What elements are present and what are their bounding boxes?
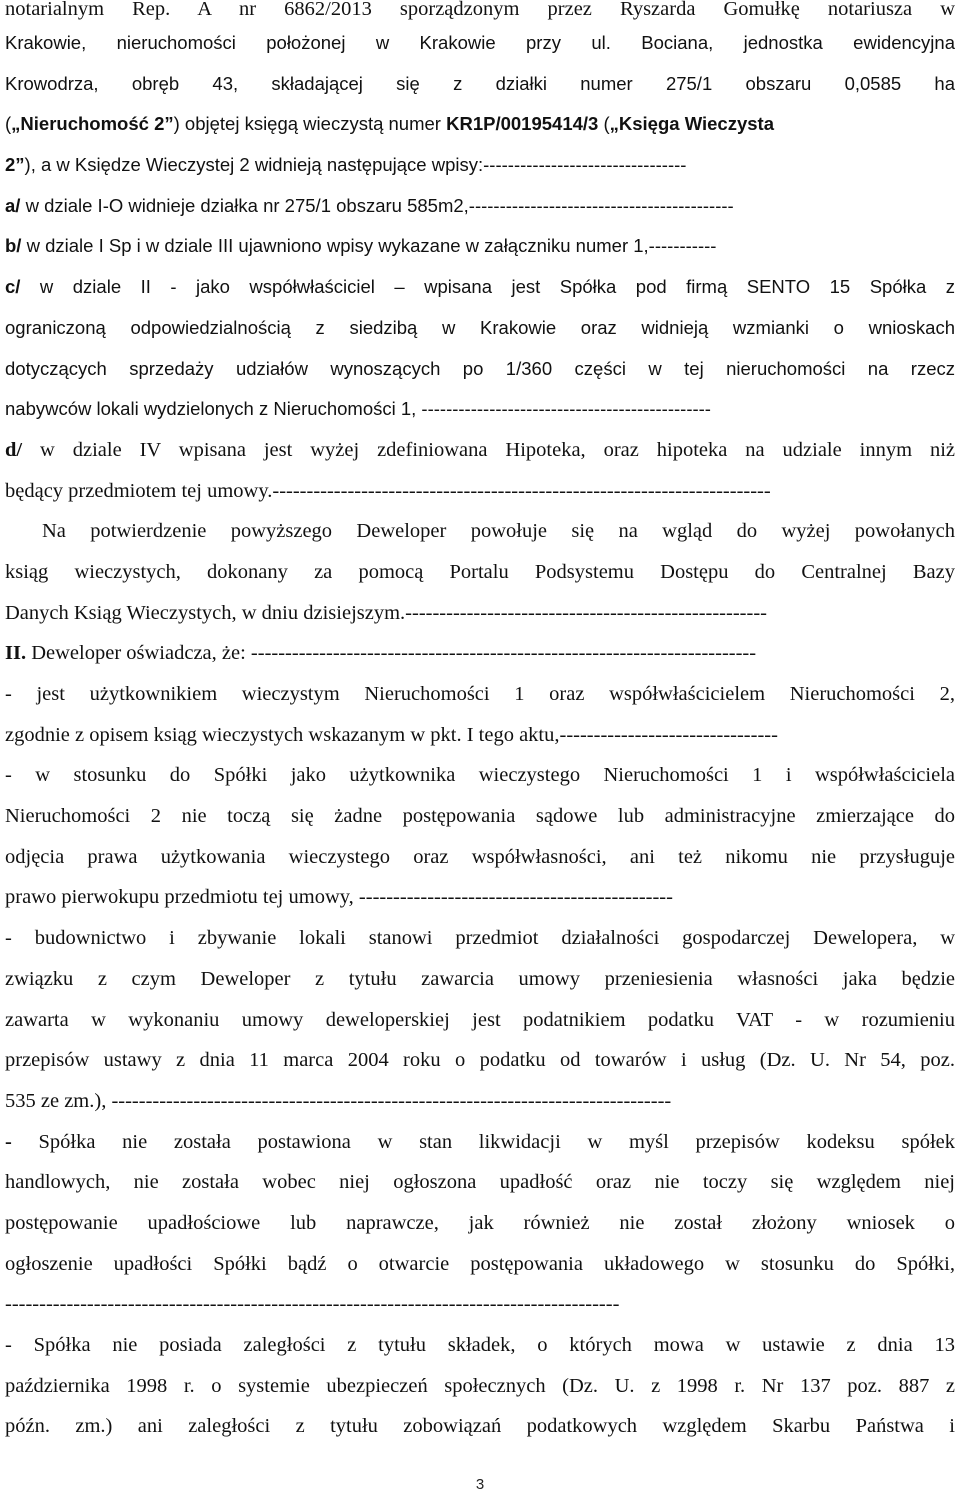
text-line: związku z czym Deweloper z tytułu zawarcia umowy przeniesienia własności jaka będzie [5,967,955,990]
text-line: - jest użytkownikiem wieczystym Nieruchomości 1 oraz współwłaścicielem Nieruchomości 2, [5,683,955,705]
text-line: handlowych, nie została wobec niej ogłoszona upadłość oraz nie toczy się względem niej [5,1171,955,1194]
list-item-a: a/ w dziale I-O widnieje działka nr 275/1 obszaru 585m2,------------------------------------------- [5,194,734,216]
text-line: zgodnie z opisem ksiąg wieczystych wskazanym w pkt. I tego aktu,-------------------------------- [5,723,778,746]
text-line: października 1998 r. o systemie ubezpieczeń społecznych (Dz. U. z 1998 r. Nr 137 poz. 887 z [5,1374,955,1397]
text-line: późn. zm.) ani zaległości z tytułu zobowiązań podatkowych względem Skarbu Państwa i [5,1415,955,1438]
text-line: prawo pierwokupu przedmiotu tej umowy, ---------------------------------------------- [5,886,673,909]
text-line: 2”), a w Księdze Wieczystej 2 widnieją następujące wpisy:--------------------------------- [5,154,687,176]
text-line: - Spółka nie została postawiona w stan likwidacji w myśl przepisów kodeksu spółek [5,1130,955,1153]
list-item-b: b/ w dziale I Sp i w dziale III ujawniono wpisy wykazane w załączniku numer 1,----------- [5,235,717,257]
text-line: postępowanie upadłościowe lub naprawcze, jak również nie został złożony wniosek o [5,1211,955,1234]
text-line: ogłoszenie upadłości Spółki bądź o otwarcie postępowania układowego w stosunku do Spółki, [5,1252,955,1275]
text-line: („Nieruchomość 2”) objętej księgą wieczystą numer KR1P/00195414/3 („Księga Wieczysta [5,113,774,135]
text-line: Nieruchomości 2 nie toczą się żadne postępowania sądowe lub administracyjne zmierzające do [5,805,955,828]
text-line: notarialnym Rep. A nr 6862/2013 sporządzonym przez Ryszarda Gomułkę notariusza w [5,0,955,20]
dash-separator-line: ------------------------------------------------------------------------------------------ [5,1293,620,1316]
text-line: nabywców lokali wydzielonych z Nieruchomości 1, ----------------------------------------------- [5,398,711,420]
section-heading: II. Deweloper oświadcza, że: -------------------------------------------------------------------------- [5,642,757,665]
text-line: ksiąg wieczystych, dokonany za pomocą Portalu Podsystemu Dostępu do Centralnej Bazy [5,560,955,583]
text-line: ograniczoną odpowiedzialnością z siedzibą w Krakowie oraz widnieją wzmianki o wnioskach [5,316,955,338]
text-line: Krowodrza, obręb 43, składającej się z działki numer 275/1 obszaru 0,0585 ha [5,72,955,94]
text-line: przepisów ustawy z dnia 11 marca 2004 roku o podatku od towarów i usług (Dz. U. Nr 54, poz. [5,1049,955,1072]
text-line: Danych Ksiąg Wieczystych, w dniu dzisiejszym.----------------------------------------------------- [5,601,767,624]
list-item-c: c/ w dziale II - jako współwłaściciel – wpisana jest Spółka pod firmą SENTO 15 Spółka z [5,276,955,298]
page-number: 3 [475,1476,485,1493]
document-page [5,0,955,1447]
text-line: zawarta w wykonaniu umowy deweloperskiej jest podatnikiem podatku VAT - w rozumieniu [5,1008,955,1031]
text-line: 535 ze zm.), ---------------------------------------------------------------------------------- [5,1089,672,1112]
list-item-d: d/ w dziale IV wpisana jest wyżej zdefiniowana Hipoteka, oraz hipoteka na udziale innym niż [5,438,955,461]
text-line: dotyczących sprzedaży udziałów wynoszących po 1/360 części w tej nieruchomości na rzecz [5,357,955,379]
text-line: - w stosunku do Spółki jako użytkownika wieczystego Nieruchomości 1 i współwłaściciela [5,764,955,787]
text-line: - Spółka nie posiada zaległości z tytułu składek, o których mowa w ustawie z dnia 13 [5,1334,955,1356]
text-line: będący przedmiotem tej umowy.------------------------------------------------------------------------- [5,479,771,502]
text-line: Krakowie, nieruchomości położonej w Krakowie przy ul. Bociana, jednostka ewidencyjna [5,32,955,53]
paragraph-start: Na potwierdzenie powyższego Deweloper powołuje się na wgląd do wyżej powołanych [42,520,955,543]
text-line: odjęcia prawa użytkowania wieczystego oraz współwłasności, ani też nikomu nie przysługuje [5,845,955,868]
text-line: - budownictwo i zbywanie lokali stanowi przedmiot działalności gospodarczej Dewelopera, w [5,927,955,950]
